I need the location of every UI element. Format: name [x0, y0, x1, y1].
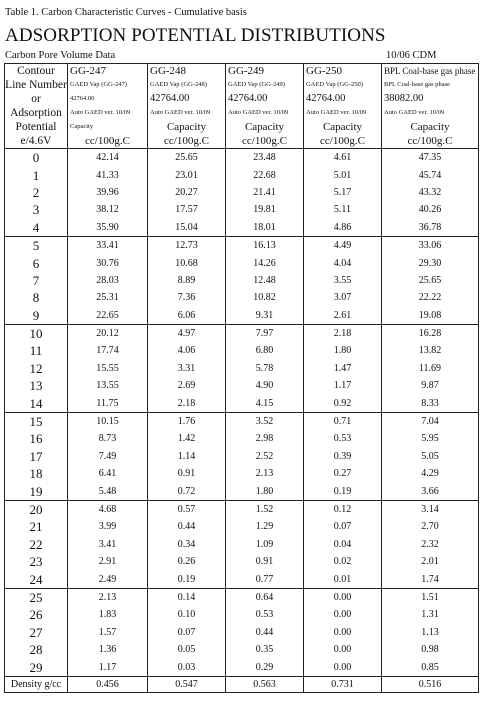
- column-desc: GAED Vap (GG-248): [148, 78, 226, 92]
- table-row: [5, 606, 479, 623]
- capacity-cell: 30.76: [68, 254, 148, 271]
- capacity-cell: 22.68: [226, 166, 304, 183]
- capacity-cell: 1.09: [226, 536, 304, 553]
- capacity-cell: 1.83: [68, 606, 148, 623]
- potential-cell: 11: [5, 342, 68, 359]
- column-unit: cc/100g.C: [148, 134, 226, 149]
- capacity-cell: 1.29: [226, 518, 304, 535]
- left-header-line: e/4.6V: [5, 134, 68, 149]
- capacity-cell: 0.91: [148, 465, 226, 482]
- table-row: [5, 360, 479, 377]
- potential-cell: 24: [5, 570, 68, 588]
- capacity-cell: 2.61: [304, 307, 382, 325]
- potential-cell: 21: [5, 518, 68, 535]
- capacity-cell: 0.07: [304, 518, 382, 535]
- capacity-cell: 3.07: [304, 289, 382, 306]
- capacity-cell: 40.26: [382, 201, 479, 218]
- table-row: [5, 272, 479, 289]
- column-version: Auto GAED ver. 10/09: [68, 106, 148, 120]
- capacity-cell: 2.52: [226, 448, 304, 465]
- capacity-cell: 3.52: [226, 412, 304, 430]
- capacity-cell: 0.00: [304, 606, 382, 623]
- column-number: 42764.00: [148, 92, 226, 106]
- potential-cell: 15: [5, 412, 68, 430]
- capacity-cell: 7.36: [148, 289, 226, 306]
- capacity-cell: 41.33: [68, 166, 148, 183]
- capacity-cell: 1.52: [226, 500, 304, 518]
- capacity-cell: 9.31: [226, 307, 304, 325]
- capacity-cell: 0.57: [148, 500, 226, 518]
- table-row: [5, 307, 479, 325]
- capacity-cell: 6.80: [226, 342, 304, 359]
- capacity-cell: 42.14: [68, 149, 148, 167]
- column-version: Auto GAED ver. 10/09: [148, 106, 226, 120]
- capacity-cell: 29.30: [382, 254, 479, 271]
- potential-cell: 27: [5, 624, 68, 641]
- capacity-cell: 2.91: [68, 553, 148, 570]
- header-row-desc: [5, 78, 479, 92]
- column-unit: cc/100g.C: [68, 134, 148, 149]
- left-header-line: Contour: [5, 64, 68, 79]
- capacity-cell: 4.97: [148, 324, 226, 342]
- table-header: [5, 64, 479, 149]
- table-row: [5, 394, 479, 412]
- potential-cell: 3: [5, 201, 68, 218]
- potential-cell: 14: [5, 394, 68, 412]
- capacity-cell: 0.64: [226, 588, 304, 606]
- column-id: GG-250: [304, 64, 382, 79]
- capacity-cell: 1.31: [382, 606, 479, 623]
- capacity-cell: 3.41: [68, 536, 148, 553]
- capacity-cell: 7.97: [226, 324, 304, 342]
- table-row: [5, 518, 479, 535]
- capacity-cell: 0.07: [148, 624, 226, 641]
- capacity-cell: 25.65: [382, 272, 479, 289]
- row-group: [5, 236, 479, 324]
- column-capacity: Capacity: [148, 120, 226, 134]
- capacity-cell: 2.18: [304, 324, 382, 342]
- subtitle-left: Carbon Pore Volume Data: [5, 50, 116, 61]
- capacity-cell: 22.65: [68, 307, 148, 325]
- capacity-cell: 0.27: [304, 465, 382, 482]
- density-cell: 0.516: [382, 676, 479, 692]
- capacity-cell: 5.11: [304, 201, 382, 218]
- capacity-cell: 1.57: [68, 624, 148, 641]
- table-row: [5, 553, 479, 570]
- capacity-cell: 38.12: [68, 201, 148, 218]
- capacity-cell: 15.04: [148, 219, 226, 237]
- capacity-cell: 12.73: [148, 236, 226, 254]
- capacity-cell: 10.68: [148, 254, 226, 271]
- potential-cell: 10: [5, 324, 68, 342]
- column-unit: cc/100g.C: [226, 134, 304, 149]
- table-row: [5, 465, 479, 482]
- potential-cell: 7: [5, 272, 68, 289]
- table-row: [5, 377, 479, 394]
- capacity-cell: 0.77: [226, 570, 304, 588]
- adsorption-table: [4, 63, 479, 693]
- capacity-cell: 0.00: [304, 624, 382, 641]
- capacity-cell: 0.14: [148, 588, 226, 606]
- table-row: [5, 588, 479, 606]
- capacity-cell: 1.47: [304, 360, 382, 377]
- capacity-cell: 4.04: [304, 254, 382, 271]
- capacity-cell: 17.57: [148, 201, 226, 218]
- table-row: [5, 430, 479, 447]
- column-desc: BPL Coal-base gas phase: [382, 78, 479, 92]
- row-group: [5, 588, 479, 676]
- capacity-cell: 4.49: [304, 236, 382, 254]
- potential-cell: 22: [5, 536, 68, 553]
- capacity-cell: 1.13: [382, 624, 479, 641]
- density-cell: 0.731: [304, 676, 382, 692]
- table-row: [5, 448, 479, 465]
- capacity-cell: 2.18: [148, 394, 226, 412]
- potential-cell: 26: [5, 606, 68, 623]
- capacity-cell: 7.04: [382, 412, 479, 430]
- capacity-cell: 15.55: [68, 360, 148, 377]
- capacity-cell: 1.76: [148, 412, 226, 430]
- capacity-cell: 1.51: [382, 588, 479, 606]
- capacity-cell: 6.06: [148, 307, 226, 325]
- header-row-unit: [5, 134, 479, 149]
- capacity-cell: 0.53: [304, 430, 382, 447]
- potential-cell: 12: [5, 360, 68, 377]
- capacity-cell: 3.31: [148, 360, 226, 377]
- potential-cell: 17: [5, 448, 68, 465]
- row-group: [5, 500, 479, 588]
- capacity-cell: 36.78: [382, 219, 479, 237]
- capacity-cell: 19.81: [226, 201, 304, 218]
- capacity-cell: 2.32: [382, 536, 479, 553]
- capacity-cell: 2.13: [68, 588, 148, 606]
- table-row: [5, 658, 479, 676]
- column-number: 42764.00: [226, 92, 304, 106]
- capacity-cell: 1.17: [68, 658, 148, 676]
- column-number: 38082.00: [382, 92, 479, 106]
- capacity-cell: 4.06: [148, 342, 226, 359]
- capacity-cell: 5.01: [304, 166, 382, 183]
- capacity-cell: 1.14: [148, 448, 226, 465]
- capacity-cell: 2.69: [148, 377, 226, 394]
- capacity-cell: 0.00: [304, 658, 382, 676]
- capacity-cell: 19.08: [382, 307, 479, 325]
- table-row: [5, 254, 479, 271]
- density-group: [5, 676, 479, 692]
- capacity-cell: 2.49: [68, 570, 148, 588]
- capacity-cell: 17.74: [68, 342, 148, 359]
- table-row: [5, 624, 479, 641]
- capacity-cell: 5.05: [382, 448, 479, 465]
- capacity-cell: 2.13: [226, 465, 304, 482]
- potential-cell: 0: [5, 149, 68, 167]
- density-row: [5, 676, 479, 692]
- column-capacity: Capacity: [68, 120, 148, 134]
- column-id: BPL Coal-base gas phase: [382, 64, 479, 79]
- capacity-cell: 8.33: [382, 394, 479, 412]
- capacity-cell: 18.01: [226, 219, 304, 237]
- table-row: [5, 412, 479, 430]
- column-id: GG-247: [68, 64, 148, 79]
- row-group: [5, 412, 479, 500]
- capacity-cell: 0.04: [304, 536, 382, 553]
- column-unit: cc/100g.C: [304, 134, 382, 149]
- capacity-cell: 0.19: [148, 570, 226, 588]
- header-row-id: [5, 64, 479, 79]
- column-version: Auto GAED ver. 10/09: [382, 106, 479, 120]
- potential-cell: 13: [5, 377, 68, 394]
- capacity-cell: 33.06: [382, 236, 479, 254]
- capacity-cell: 3.55: [304, 272, 382, 289]
- capacity-cell: 21.41: [226, 184, 304, 201]
- potential-cell: 29: [5, 658, 68, 676]
- table-row: [5, 500, 479, 518]
- capacity-cell: 20.27: [148, 184, 226, 201]
- capacity-cell: 1.17: [304, 377, 382, 394]
- capacity-cell: 14.26: [226, 254, 304, 271]
- header-row-capacity: [5, 120, 479, 134]
- column-number: 42764.00: [304, 92, 382, 106]
- capacity-cell: 10.15: [68, 412, 148, 430]
- capacity-cell: 1.80: [304, 342, 382, 359]
- capacity-cell: 5.95: [382, 430, 479, 447]
- capacity-cell: 0.92: [304, 394, 382, 412]
- capacity-cell: 1.74: [382, 570, 479, 588]
- capacity-cell: 0.34: [148, 536, 226, 553]
- potential-cell: 6: [5, 254, 68, 271]
- capacity-cell: 7.49: [68, 448, 148, 465]
- capacity-cell: 0.53: [226, 606, 304, 623]
- density-label: Density g/cc: [5, 676, 68, 692]
- table-row: [5, 201, 479, 218]
- capacity-cell: 0.29: [226, 658, 304, 676]
- capacity-cell: 25.65: [148, 149, 226, 167]
- table-row: [5, 184, 479, 201]
- table-row: [5, 219, 479, 237]
- capacity-cell: 0.10: [148, 606, 226, 623]
- table-row: [5, 641, 479, 658]
- table-row: [5, 236, 479, 254]
- capacity-cell: 4.15: [226, 394, 304, 412]
- capacity-cell: 0.71: [304, 412, 382, 430]
- capacity-cell: 0.85: [382, 658, 479, 676]
- potential-cell: 2: [5, 184, 68, 201]
- capacity-cell: 4.90: [226, 377, 304, 394]
- table-row: [5, 482, 479, 500]
- capacity-cell: 0.00: [304, 588, 382, 606]
- capacity-cell: 11.69: [382, 360, 479, 377]
- capacity-cell: 0.19: [304, 482, 382, 500]
- capacity-cell: 0.35: [226, 641, 304, 658]
- capacity-cell: 16.13: [226, 236, 304, 254]
- table-row: [5, 149, 479, 167]
- capacity-cell: 8.73: [68, 430, 148, 447]
- capacity-cell: 1.80: [226, 482, 304, 500]
- capacity-cell: 22.22: [382, 289, 479, 306]
- subtitle-right: 10/06 CDM: [386, 50, 437, 61]
- capacity-cell: 13.55: [68, 377, 148, 394]
- capacity-cell: 6.41: [68, 465, 148, 482]
- potential-cell: 8: [5, 289, 68, 306]
- column-version: Auto GAED ver. 10/09: [304, 106, 382, 120]
- capacity-cell: 33.41: [68, 236, 148, 254]
- capacity-cell: 0.98: [382, 641, 479, 658]
- potential-cell: 23: [5, 553, 68, 570]
- capacity-cell: 0.02: [304, 553, 382, 570]
- capacity-cell: 9.87: [382, 377, 479, 394]
- column-desc: GAED Vap (GG-247): [68, 78, 148, 92]
- capacity-cell: 10.82: [226, 289, 304, 306]
- capacity-cell: 0.00: [304, 641, 382, 658]
- capacity-cell: 3.14: [382, 500, 479, 518]
- table-row: [5, 166, 479, 183]
- capacity-cell: 0.72: [148, 482, 226, 500]
- capacity-cell: 5.48: [68, 482, 148, 500]
- capacity-cell: 20.12: [68, 324, 148, 342]
- table-row: [5, 342, 479, 359]
- capacity-cell: 5.78: [226, 360, 304, 377]
- left-header-line: Line Number: [5, 79, 67, 91]
- capacity-cell: 43.32: [382, 184, 479, 201]
- capacity-cell: 4.61: [304, 149, 382, 167]
- density-cell: 0.563: [226, 676, 304, 692]
- capacity-cell: 1.42: [148, 430, 226, 447]
- capacity-cell: 0.12: [304, 500, 382, 518]
- capacity-cell: 5.17: [304, 184, 382, 201]
- capacity-cell: 2.98: [226, 430, 304, 447]
- potential-cell: 16: [5, 430, 68, 447]
- capacity-cell: 45.74: [382, 166, 479, 183]
- table-row: [5, 324, 479, 342]
- potential-cell: 25: [5, 588, 68, 606]
- column-capacity: Capacity: [226, 120, 304, 134]
- capacity-cell: 11.75: [68, 394, 148, 412]
- column-desc: GAED Vap (GG-249): [226, 78, 304, 92]
- capacity-cell: 13.82: [382, 342, 479, 359]
- capacity-cell: 0.44: [226, 624, 304, 641]
- left-header-line: Potential: [5, 120, 68, 134]
- capacity-cell: 1.36: [68, 641, 148, 658]
- capacity-cell: 47.35: [382, 149, 479, 167]
- capacity-cell: 23.01: [148, 166, 226, 183]
- column-id: GG-248: [148, 64, 226, 79]
- capacity-cell: 0.03: [148, 658, 226, 676]
- capacity-cell: 12.48: [226, 272, 304, 289]
- page-title: ADSORPTION POTENTIAL DISTRIBUTIONS: [5, 25, 386, 46]
- table-caption: Table 1. Carbon Characteristic Curves - Cumulative basis: [5, 7, 247, 18]
- left-header-line: Adsorption: [5, 106, 68, 120]
- potential-cell: 5: [5, 236, 68, 254]
- capacity-cell: 3.66: [382, 482, 479, 500]
- potential-cell: 18: [5, 465, 68, 482]
- table-row: [5, 289, 479, 306]
- capacity-cell: 2.70: [382, 518, 479, 535]
- row-group: [5, 149, 479, 237]
- capacity-cell: 0.39: [304, 448, 382, 465]
- capacity-cell: 0.26: [148, 553, 226, 570]
- capacity-cell: 0.91: [226, 553, 304, 570]
- potential-cell: 20: [5, 500, 68, 518]
- column-capacity: Capacity: [382, 120, 479, 134]
- potential-cell: 28: [5, 641, 68, 658]
- table-row: [5, 570, 479, 588]
- row-group: [5, 324, 479, 412]
- capacity-cell: 23.48: [226, 149, 304, 167]
- capacity-cell: 4.86: [304, 219, 382, 237]
- potential-cell: 19: [5, 482, 68, 500]
- column-capacity: Capacity: [304, 120, 382, 134]
- density-cell: 0.456: [68, 676, 148, 692]
- potential-cell: 1: [5, 166, 68, 183]
- header-row-number: [5, 92, 479, 106]
- column-id: GG-249: [226, 64, 304, 79]
- capacity-cell: 16.28: [382, 324, 479, 342]
- column-version: Auto GAED ver. 10/09: [226, 106, 304, 120]
- capacity-cell: 4.29: [382, 465, 479, 482]
- capacity-cell: 3.99: [68, 518, 148, 535]
- table-row: [5, 536, 479, 553]
- column-unit: cc/100g.C: [382, 134, 479, 149]
- column-number: 42764.00: [68, 92, 148, 106]
- capacity-cell: 0.01: [304, 570, 382, 588]
- capacity-cell: 0.05: [148, 641, 226, 658]
- potential-cell: 4: [5, 219, 68, 237]
- header-row-version: [5, 106, 479, 120]
- left-header-line: or: [5, 92, 68, 106]
- capacity-cell: 2.01: [382, 553, 479, 570]
- capacity-cell: 39.96: [68, 184, 148, 201]
- capacity-cell: 0.44: [148, 518, 226, 535]
- density-cell: 0.547: [148, 676, 226, 692]
- capacity-cell: 8.89: [148, 272, 226, 289]
- potential-cell: 9: [5, 307, 68, 325]
- capacity-cell: 28.03: [68, 272, 148, 289]
- capacity-cell: 25.31: [68, 289, 148, 306]
- column-desc: GAED Vap (GG-250): [304, 78, 382, 92]
- capacity-cell: 35.90: [68, 219, 148, 237]
- capacity-cell: 4.68: [68, 500, 148, 518]
